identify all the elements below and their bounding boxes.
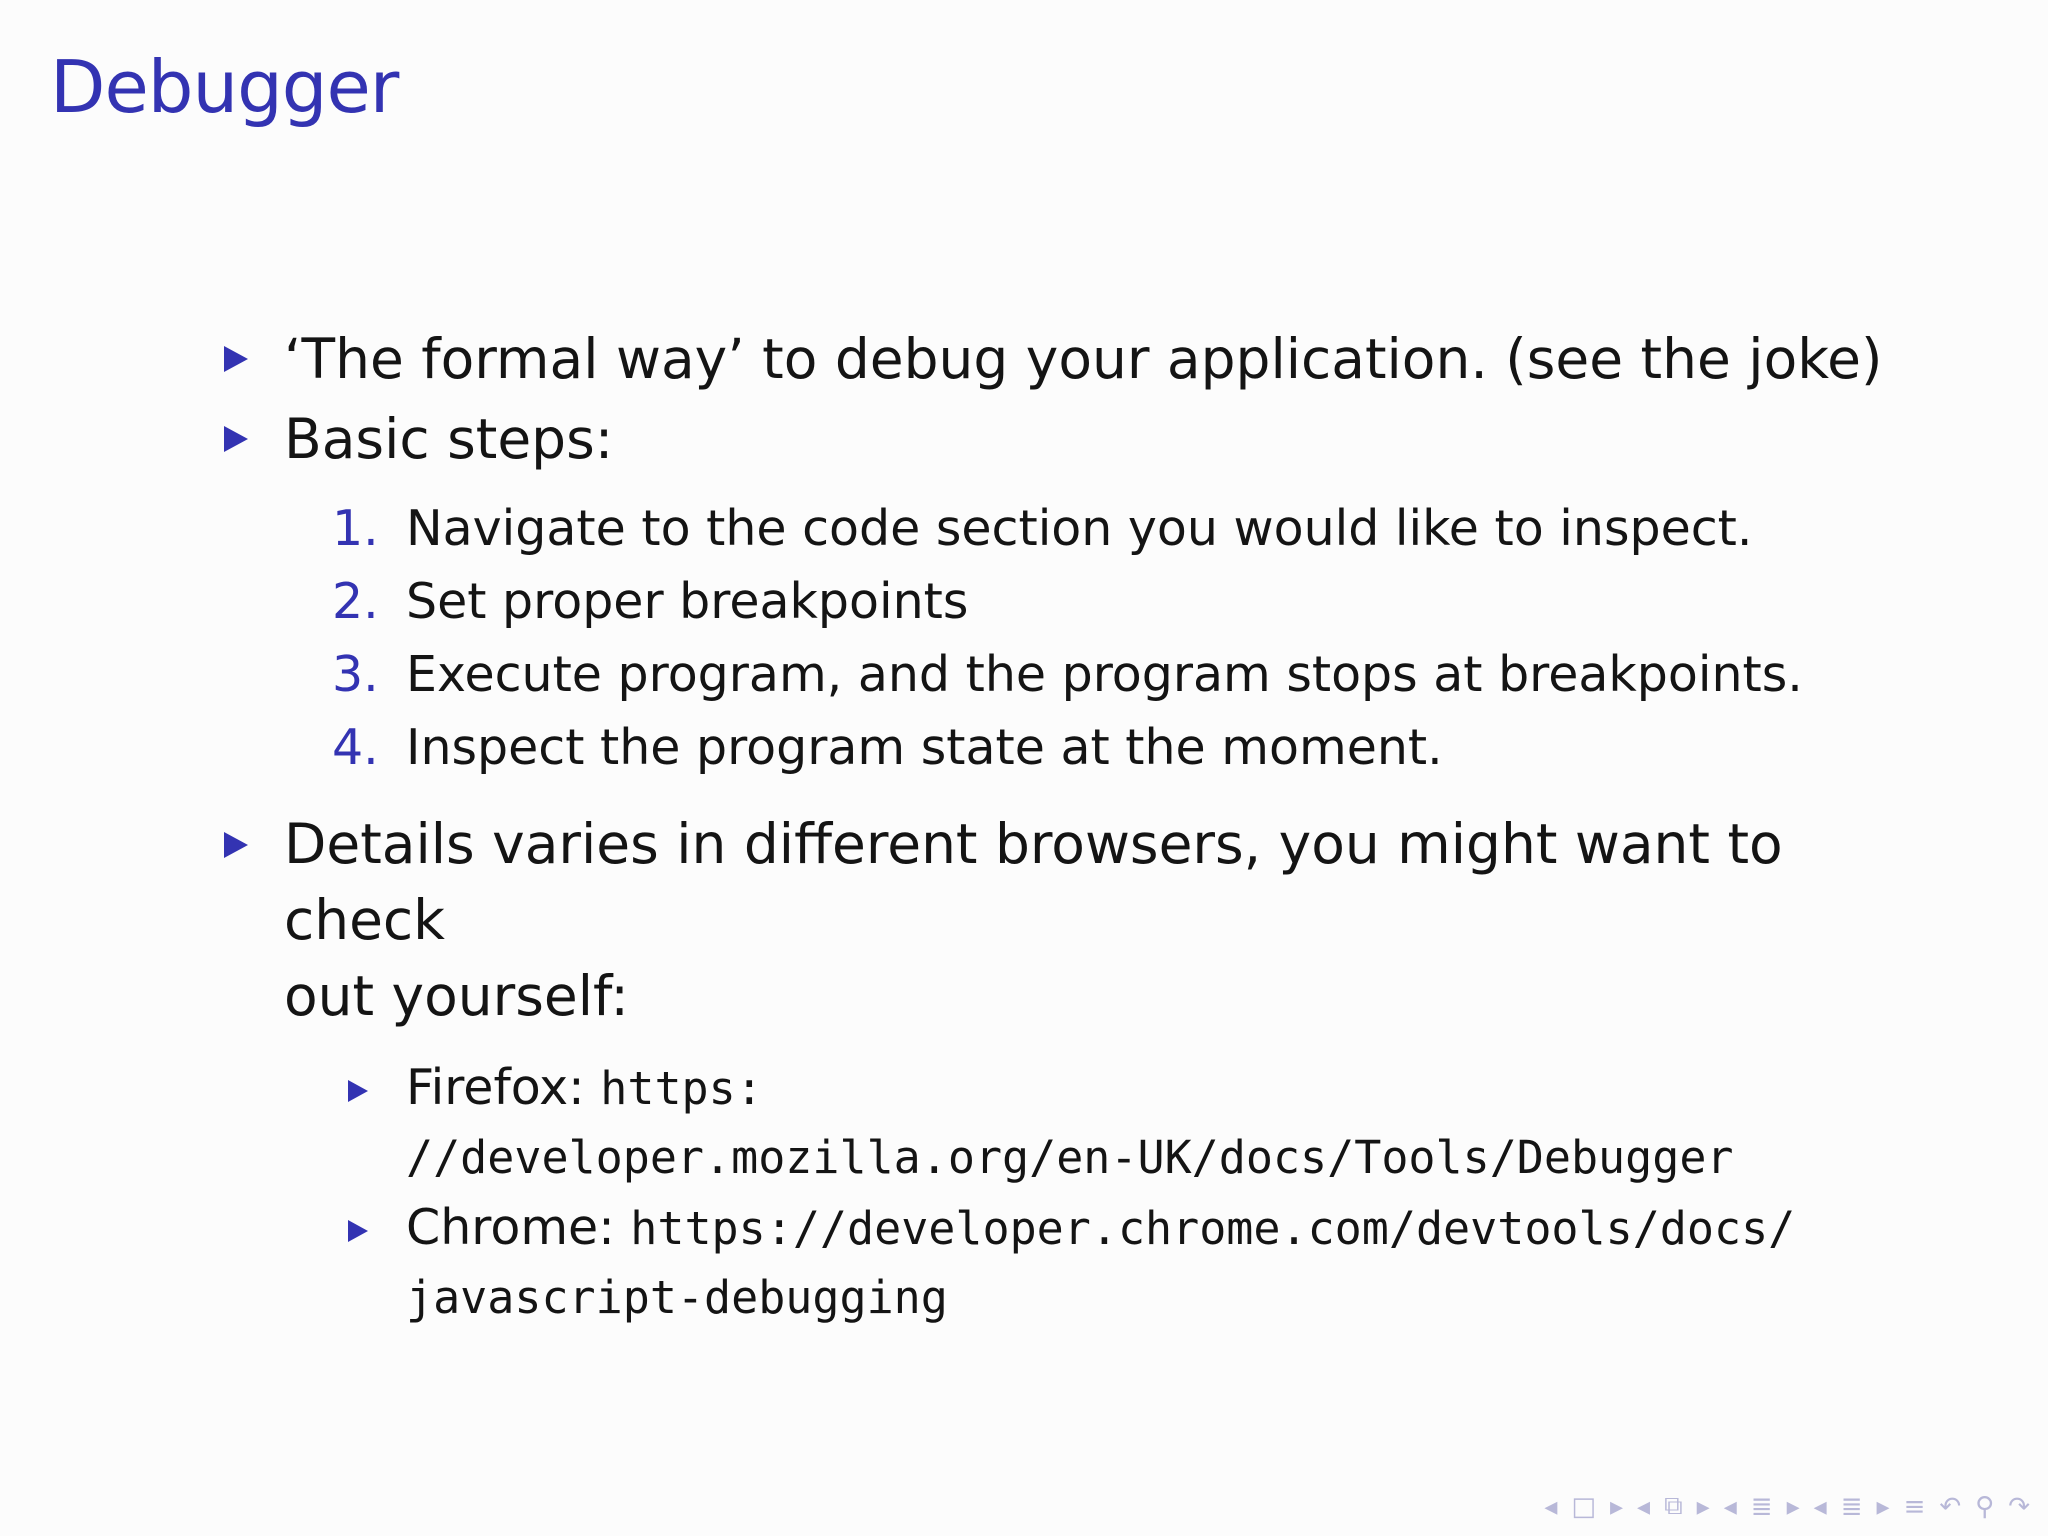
next-arrow-icon[interactable]: ▸ (1876, 1491, 1890, 1522)
chrome-url-part2[interactable]: javascript-debugging (406, 1271, 948, 1324)
bullet-triangle-icon (224, 426, 248, 452)
next-arrow-icon[interactable]: ▸ (1696, 1491, 1710, 1522)
bullet-text: Basic steps: (284, 407, 614, 471)
beamer-navigation-bar (1544, 1491, 2030, 1522)
search-icon[interactable]: ⚲ (1975, 1491, 1995, 1522)
prev-arrow-icon[interactable]: ◂ (1637, 1491, 1651, 1522)
bullet-item (220, 320, 1920, 398)
list-item-chrome (348, 1194, 1920, 1332)
back-icon[interactable]: ↶ (1939, 1491, 1962, 1522)
bullet-triangle-icon (224, 346, 248, 372)
slide-content (220, 320, 1920, 1348)
firefox-url-part1[interactable]: https: (600, 1062, 763, 1115)
next-arrow-icon[interactable]: ▸ (1786, 1491, 1800, 1522)
step-text: Set proper breakpoints (406, 573, 969, 630)
prev-arrow-icon[interactable]: ◂ (1544, 1491, 1558, 1522)
sub-bullet-triangle-icon (348, 1080, 368, 1102)
prev-arrow-icon[interactable]: ◂ (1723, 1491, 1737, 1522)
step-text: Inspect the program state at the moment. (406, 719, 1443, 776)
next-arrow-icon[interactable]: ▸ (1609, 1491, 1624, 1522)
step-text: Execute program, and the program stops at breakpoints. (406, 646, 1803, 703)
frame-icon[interactable]: □ (1571, 1491, 1596, 1522)
chrome-label: Chrome: (406, 1199, 631, 1256)
browser-links-list (348, 1054, 1920, 1332)
list-item (332, 638, 1920, 711)
bullet-triangle-icon (224, 832, 248, 858)
list-item-firefox (348, 1054, 1920, 1192)
list-item (332, 711, 1920, 784)
chrome-url-part1[interactable]: https://developer.chrome.com/devtools/docs/ (630, 1202, 1796, 1255)
firefox-url-part2[interactable]: //developer.mozilla.org/en-UK/docs/Tools/Debugger (406, 1131, 1734, 1184)
step-number: 3. (332, 646, 379, 703)
step-number: 1. (332, 500, 379, 557)
list-item (332, 565, 1920, 638)
section-icon[interactable]: ≣ (1750, 1491, 1773, 1522)
prev-arrow-icon[interactable]: ◂ (1813, 1491, 1827, 1522)
bullet-text-line1: Details varies in different browsers, you might want to check (284, 812, 1783, 952)
outline-icon[interactable]: ≣ (1840, 1491, 1863, 1522)
list-item (332, 492, 1920, 565)
steps-list (332, 492, 1920, 784)
firefox-label: Firefox: (406, 1059, 601, 1116)
forward-icon[interactable]: ↷ (2008, 1491, 2030, 1522)
slide-title: Debugger (50, 45, 399, 129)
step-number: 4. (332, 719, 379, 776)
bullet-text: ‘The formal way’ to debug your application. (see the joke) (284, 327, 1883, 391)
subsection-icon[interactable]: ⧉ (1664, 1491, 1683, 1521)
sub-bullet-triangle-icon (348, 1220, 368, 1242)
bullet-item (220, 400, 1920, 478)
align-icon[interactable]: ≡ (1903, 1491, 1926, 1522)
bullet-item (220, 806, 1920, 1034)
step-number: 2. (332, 573, 379, 630)
step-text: Navigate to the code section you would like to inspect. (406, 500, 1753, 557)
bullet-text-line2: out yourself: (284, 964, 629, 1028)
